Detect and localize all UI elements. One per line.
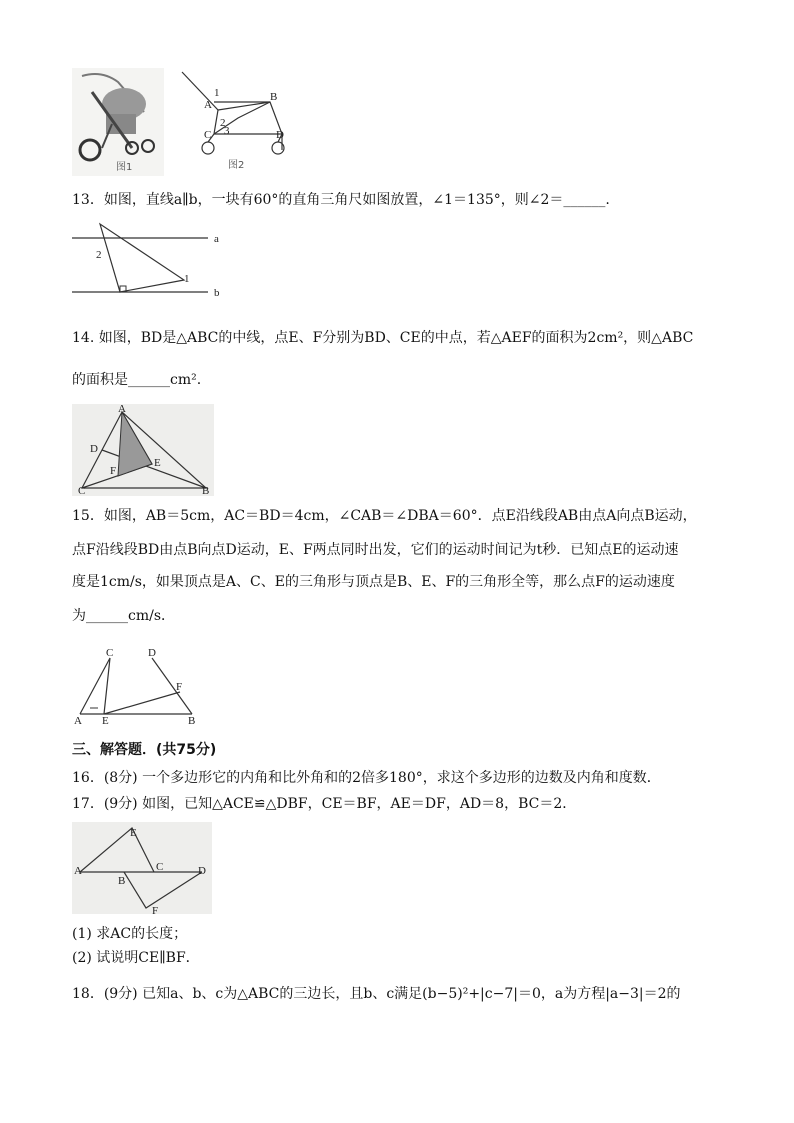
svg-text:B: B — [188, 715, 196, 727]
svg-text:C: C — [204, 129, 212, 141]
svg-text:1: 1 — [184, 273, 190, 285]
question-17-sub-1: (1) 求AC的长度； — [72, 926, 188, 942]
question-14-line-2: 的面积是______cm². — [72, 372, 202, 388]
question-14-figure — [72, 404, 214, 496]
question-15-figure — [72, 646, 202, 728]
svg-text:3: 3 — [224, 125, 230, 137]
svg-text:A: A — [118, 404, 126, 415]
svg-text:E: E — [154, 457, 161, 469]
question-15-line-2: 点F沿线段BD由点B向点D运动，E、F两点同时出发，它们的运动时间记为t秒．已知点E的运动速 — [72, 542, 679, 558]
question-15-line-4: 为______cm/s． — [72, 608, 176, 624]
svg-text:F: F — [152, 905, 159, 914]
question-15-line-1: 15．如图，AB＝5cm，AC＝BD＝4cm，∠CAB＝∠DBA＝60°．点E沿线段AB由点A向点B运动， — [72, 508, 697, 524]
figure-2-caption: 图2 — [228, 160, 245, 171]
svg-text:A: A — [74, 715, 82, 727]
question-17-text: 17．(9分) 如图，已知△ACE≌△DBF，CE＝BF，AE＝DF，AD＝8，BC＝2． — [72, 796, 577, 812]
svg-text:a: a — [214, 233, 219, 245]
svg-text:C: C — [78, 485, 86, 496]
question-17-figure — [72, 822, 212, 914]
svg-text:2: 2 — [220, 117, 226, 129]
svg-text:B: B — [270, 91, 278, 103]
section-3-heading: 三、解答题．(共75分) — [72, 742, 217, 758]
question-13-figure — [72, 222, 232, 300]
svg-text:D: D — [198, 865, 206, 877]
svg-text:F: F — [110, 465, 117, 477]
question-16-text: 16．(8分) 一个多边形它的内角和比外角和的2倍多180°，求这个多边形的边数及内角和度数． — [72, 770, 661, 786]
question-15-line-3: 度是1cm/s，如果顶点是A、C、E的三角形与顶点是B、E、F的三角形全等，那么点F的运动速度 — [72, 574, 675, 590]
question-14-line-1: 14. 如图，BD是△ABC的中线，点E、F分别为BD、CE的中点，若△AEF的面积为2cm²，则△ABC — [72, 330, 694, 346]
question-13-text: 13．如图，直线a∥b，一块有60°的直角三角尺如图放置，∠1＝135°，则∠2＝______. — [72, 192, 610, 208]
svg-text:C: C — [156, 861, 164, 873]
figure-2-diagram — [178, 68, 292, 176]
svg-text:D: D — [276, 129, 284, 141]
svg-text:E: E — [130, 827, 137, 839]
svg-text:D: D — [148, 647, 156, 659]
svg-text:1: 1 — [214, 87, 220, 99]
svg-text:C: C — [106, 647, 114, 659]
figure-1-stroller — [72, 68, 164, 176]
svg-text:D: D — [90, 443, 98, 455]
svg-text:E: E — [102, 715, 109, 727]
figure-1-caption: 图1 — [116, 162, 133, 173]
svg-text:F: F — [176, 681, 183, 693]
svg-text:b: b — [214, 287, 220, 299]
question-18-text: 18．(9分) 已知a、b、c为△ABC的三边长，且b、c满足(b−5)²+|c−7|＝0，a为方程|a−3|＝2的 — [72, 986, 681, 1002]
svg-text:B: B — [118, 875, 126, 887]
svg-text:A: A — [204, 99, 212, 111]
svg-text:B: B — [202, 485, 210, 496]
question-17-sub-2: (2) 试说明CE∥BF． — [72, 950, 200, 966]
svg-text:A: A — [74, 865, 82, 877]
svg-text:2: 2 — [96, 249, 102, 261]
